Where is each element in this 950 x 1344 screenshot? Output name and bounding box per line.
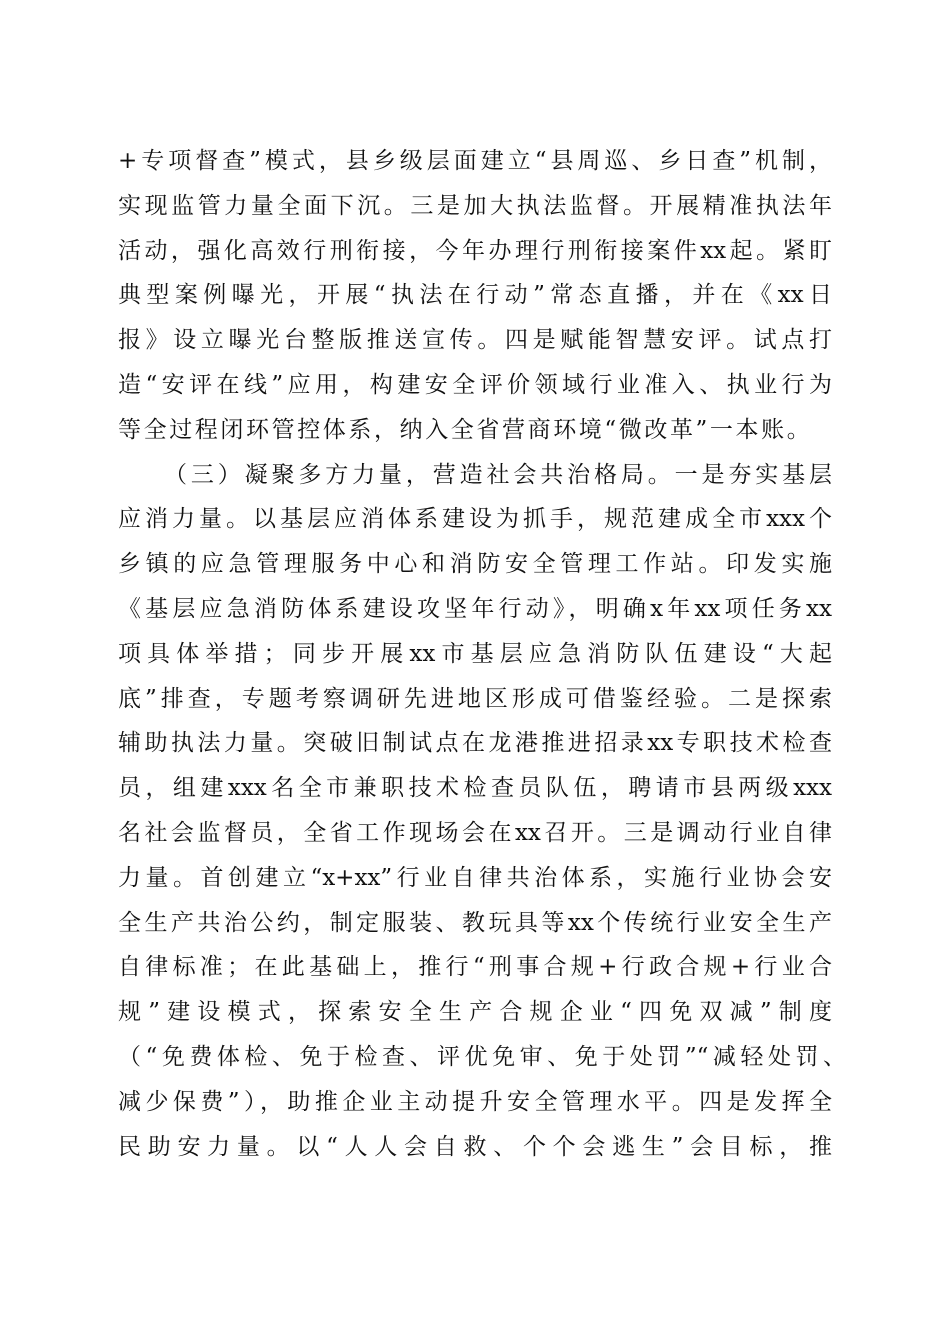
text-line: 减少保费”），助推企业主动提升安全管理水平。四是发挥全 [118, 1088, 832, 1115]
text-line: （“免费体检、免于检查、评优免审、免于处罚”“减轻处罚、 [118, 1043, 846, 1070]
text-line: 力量。首创建立“x+xx”行业自律共治体系，实施行业协会安 [118, 864, 832, 891]
text-line: 全生产共治公约，制定服装、教玩具等xx个传统行业安全生产 [118, 909, 832, 936]
text-line: 乡镇的应急管理服务中心和消防安全管理工作站。印发实施 [118, 551, 832, 578]
text-line: 项具体举措；同步开展xx市基层应急消防队伍建设“大起 [118, 640, 832, 667]
text-line: 自律标准；在此基础上，推行“刑事合规+行政合规+行业合 [118, 954, 832, 981]
text-line: +专项督查”模式，县乡级层面建立“县周巡、乡日查”机制， [118, 148, 832, 174]
text-line: 辅助执法力量。突破旧制试点在龙港推进招录xx专职技术检查 [118, 730, 832, 757]
text-line: 名社会监督员，全省工作现场会在xx召开。三是调动行业自律 [118, 819, 832, 846]
text-line: 等全过程闭环管控体系，纳入全省营商环境“微改革”一本账。 [118, 416, 813, 443]
text-line: 活动，强化高效行刑衔接，今年办理行刑衔接案件xx起。紧盯 [118, 237, 832, 264]
text-line: 民助安力量。以“人人会自救、个个会逃生”会目标，推 [118, 1133, 832, 1160]
text-line: 底”排查，专题考察调研先进地区形成可借鉴经验。二是探索 [118, 685, 832, 712]
text-line: 员，组建xxx名全市兼职技术检查员队伍，聘请市县两级xxx [118, 775, 832, 802]
text-line: 典型案例曝光，开展“执法在行动”常态直播，并在《xx日 [118, 282, 832, 309]
text-line: 规”建设模式，探索安全生产合规企业“四免双减”制度 [118, 999, 832, 1026]
text-line: 应消力量。以基层应消体系建设为抓手，规范建成全市xxx个 [118, 506, 832, 533]
text-line: 造“安评在线”应用，构建安全评价领域行业准入、执业行为 [118, 371, 832, 398]
text-line: 《基层应急消防体系建设攻坚年行动》，明确x年xx项任务xx [118, 595, 832, 622]
section-heading-line: （三）凝聚多方力量，营造社会共治格局。一是夯实基层 [164, 461, 832, 488]
text-line: 报》设立曝光台整版推送宣传。四是赋能智慧安评。试点打 [118, 327, 832, 354]
body-text [118, 139, 846, 1169]
text-line: 实现监管力量全面下沉。三是加大执法监督。开展精准执法年 [118, 192, 832, 219]
